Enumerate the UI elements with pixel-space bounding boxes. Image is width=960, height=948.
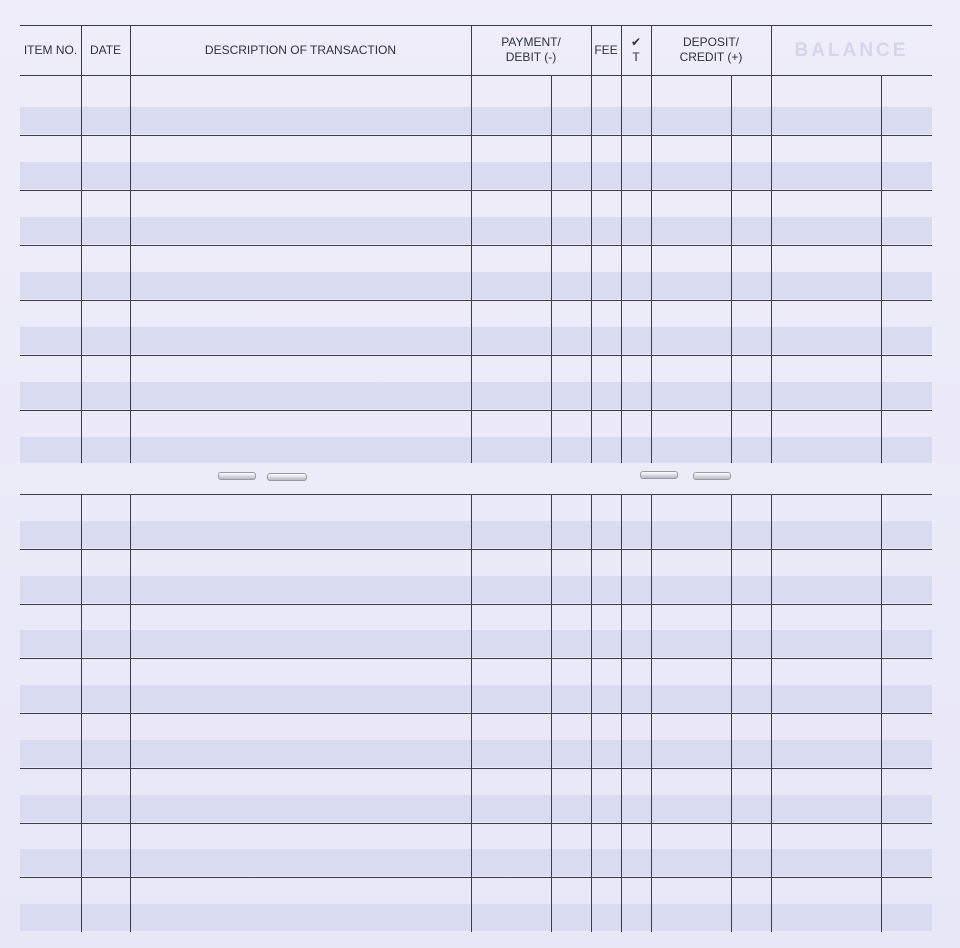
staple-icon (267, 473, 307, 481)
staple-icon (640, 471, 678, 479)
column-divider (731, 75, 732, 465)
section-top-line (20, 494, 932, 495)
row-shade (20, 849, 932, 876)
header-balance: BALANCE (794, 39, 909, 61)
row-line (20, 877, 932, 878)
column-divider (130, 75, 131, 465)
column-divider (651, 494, 652, 932)
row-shade (20, 685, 932, 712)
row-line (20, 190, 932, 191)
header-item-no: ITEM NO. (23, 42, 78, 57)
staple-icon (218, 472, 256, 480)
header-date: DATE (89, 42, 122, 57)
header-payment-debit: PAYMENT/ DEBIT (-) (501, 35, 561, 64)
column-divider (471, 25, 472, 75)
header-description: DESCRIPTION OF TRANSACTION (204, 42, 397, 57)
column-divider (130, 25, 131, 75)
row-shade (20, 162, 932, 189)
row-shade (20, 630, 932, 657)
row-line (20, 300, 932, 301)
column-divider (771, 75, 772, 465)
row-shade (20, 795, 932, 822)
row-shade (20, 327, 932, 354)
column-divider (81, 25, 82, 75)
column-divider (130, 494, 131, 932)
column-divider (81, 494, 82, 932)
staple-icon (693, 472, 731, 480)
column-divider (621, 494, 622, 932)
column-divider (651, 25, 652, 75)
row-line (20, 713, 932, 714)
column-divider (591, 75, 592, 465)
row-shade (20, 904, 932, 931)
column-divider (881, 494, 882, 932)
column-divider (471, 75, 472, 465)
column-divider (551, 494, 552, 932)
row-shade (20, 382, 932, 409)
row-shade (20, 272, 932, 299)
column-divider (591, 25, 592, 75)
header-check-t: ✔ T (630, 35, 642, 64)
row-line (20, 135, 932, 136)
row-shade (20, 576, 932, 603)
row-line (20, 549, 932, 550)
header-fee: FEE (594, 42, 618, 57)
column-divider (771, 494, 772, 932)
column-divider (471, 494, 472, 932)
row-shade (20, 521, 932, 548)
row-line (20, 604, 932, 605)
row-shade (20, 107, 932, 134)
column-divider (621, 25, 622, 75)
column-divider (771, 25, 772, 75)
row-line (20, 823, 932, 824)
row-shade (20, 217, 932, 244)
column-divider (731, 494, 732, 932)
row-shade (20, 437, 932, 464)
column-divider (621, 75, 622, 465)
header-top-line (20, 25, 932, 26)
header-deposit-credit: DEPOSIT/ CREDIT (+) (679, 35, 743, 64)
row-line (20, 245, 932, 246)
column-divider (551, 75, 552, 465)
row-line (20, 768, 932, 769)
section-top-line (20, 75, 932, 76)
column-divider (81, 75, 82, 465)
row-line (20, 355, 932, 356)
column-divider (591, 494, 592, 932)
row-line (20, 410, 932, 411)
column-divider (881, 75, 882, 465)
center-fold (0, 463, 960, 494)
column-divider (651, 75, 652, 465)
row-shade (20, 740, 932, 767)
row-line (20, 658, 932, 659)
